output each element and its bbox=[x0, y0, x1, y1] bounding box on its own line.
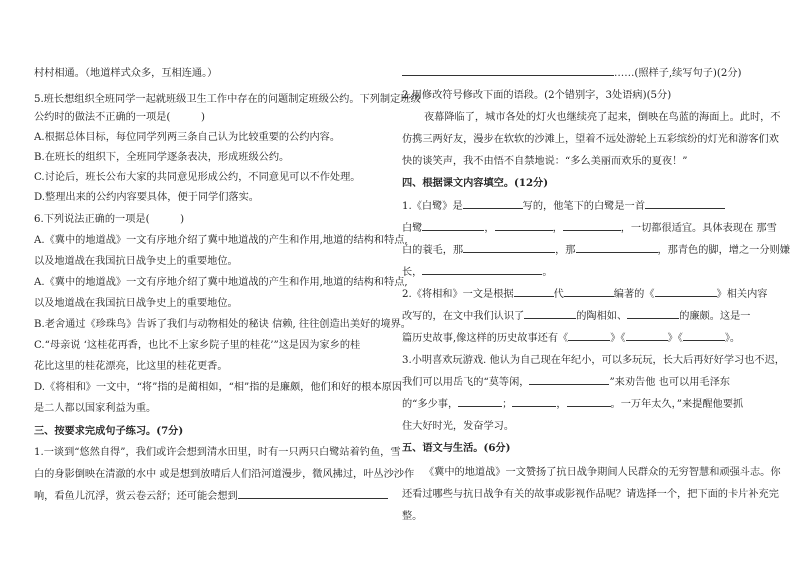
answer-blank[interactable] bbox=[524, 308, 576, 319]
s4-q2-text: 》相关内容 bbox=[716, 289, 768, 300]
s4-q3-text: ”来劝告他 也可以用毛泽东 bbox=[609, 377, 730, 388]
answer-blank[interactable] bbox=[564, 286, 614, 297]
s4-q1-text: 。 bbox=[542, 267, 553, 278]
s4-q2-text: 的陶相如、 bbox=[576, 311, 628, 322]
sec3-q1-line1: 1.一谈到“悠然自得”，我们或许会想到清水田里，时有一只两只白鹭站着钓鱼，雪 bbox=[34, 447, 401, 458]
q6-line: C.“母亲说 ‘这桂花再香，也比不上家乡院子里的桂花’”这是因为家乡的桂 bbox=[34, 340, 361, 351]
s4-q1-line1 bbox=[402, 197, 725, 212]
answer-blank[interactable] bbox=[568, 330, 610, 341]
sec3-q1-line3 bbox=[34, 487, 388, 502]
s4-q2-line3 bbox=[402, 329, 740, 344]
answer-blank[interactable] bbox=[512, 396, 556, 407]
answer-blank[interactable] bbox=[529, 374, 609, 385]
q2-stem: 2.用修改符号修改下面的语段。(2个错别字，3处语病)(5分) bbox=[402, 90, 672, 101]
s4-q2-text: 的廉颇。这是一 bbox=[679, 311, 751, 322]
s4-q1-text: ，那青色的脚，增之一分则嫌 bbox=[657, 245, 790, 256]
section-4-heading: 四、根据课文内容填空。(12分) bbox=[402, 177, 549, 189]
q2-line: 夜幕降临了，城市各处的灯火也继续亮了起来，倒映在鸟蓝的海面上。此时，不 bbox=[424, 112, 781, 123]
s4-q3-text: 的“多少事， bbox=[402, 399, 459, 410]
s4-q1-text: 1.《白鹭》是 bbox=[402, 201, 463, 212]
s4-q1-text: 白的蓑毛，那 bbox=[402, 245, 464, 256]
section-5-heading: 五、语文与生活。(6分) bbox=[402, 442, 511, 454]
s4-q2-text: 篇历史故事,像这样的历史故事还有《 bbox=[402, 333, 569, 344]
answer-blank[interactable] bbox=[458, 396, 502, 407]
s4-q3-line3 bbox=[402, 395, 743, 410]
s5-line: 整。 bbox=[402, 511, 423, 522]
s4-q1-text: 长， bbox=[402, 267, 423, 278]
q6-line: 是二人都以国家利益为重。 bbox=[34, 403, 157, 414]
answer-blank[interactable] bbox=[402, 65, 614, 76]
answer-blank[interactable] bbox=[495, 220, 553, 231]
q6-line: 花比这里的桂花漂亮，比这里的桂花更香。 bbox=[34, 361, 228, 372]
answer-blank[interactable] bbox=[514, 286, 554, 297]
s4-q3-text: ， bbox=[556, 399, 567, 410]
answer-blank[interactable] bbox=[567, 396, 611, 407]
s4-q1-line4 bbox=[402, 263, 553, 278]
s4-q1-text: ，那 bbox=[555, 245, 576, 256]
answer-blank[interactable] bbox=[422, 220, 484, 231]
answer-blank[interactable] bbox=[463, 198, 523, 209]
s4-q2-text: 2.《将相和》一文是根据 bbox=[402, 289, 514, 300]
s4-q2-text: 》。 bbox=[724, 333, 741, 344]
s4-q2-text: 代 bbox=[553, 289, 564, 300]
q5-stem-line2: 公约时的做法不正确的一项是( ) bbox=[34, 112, 205, 123]
r-top-line bbox=[402, 64, 742, 79]
answer-blank[interactable] bbox=[683, 330, 725, 341]
s4-q2-text: 》《 bbox=[610, 333, 626, 344]
q2-line: 仿携三两好友，漫步在软软的沙滩上，望着不远处游轮上五彩缤纷的灯光和游客们欢 bbox=[402, 134, 779, 145]
answer-blank[interactable] bbox=[238, 488, 388, 499]
q5-stem-line1: 5.班长想组织全班同学一起就班级卫生工作中存在的问题制定班级公约。下列制定班级 bbox=[34, 94, 421, 105]
section-3-heading: 三、按要求完成句子练习。(7分) bbox=[34, 425, 184, 437]
s4-q1-line2 bbox=[402, 219, 777, 234]
s5-line: 还看过哪些与抗日战争有关的故事或影视作品呢？请选择一个，把下面的卡片补充完 bbox=[402, 489, 779, 500]
s4-q3-line1: 3.小明喜欢玩游戏. 他认为自己现在年纪小，可以多玩玩，长大后再好好学习也不迟， bbox=[402, 355, 785, 366]
s4-q2-line1 bbox=[402, 285, 767, 300]
s4-q1-text: 写的，他笔下的白鹭是一首 bbox=[522, 201, 645, 212]
sec3-q1-line2: 白的身影倒映在清澈的水中 或是想到放晴后人们沿河道漫步，微风拂过，叶丛沙沙作 bbox=[34, 469, 415, 480]
q6-line: A.《冀中的地道战》一文有序地介绍了冀中地道战的产生和作用,地道的结构和特点, bbox=[34, 277, 408, 288]
r-top-text: ……(照样子,续写句子)(2分) bbox=[614, 68, 742, 79]
q6-line: 以及地道战在我国抗日战争史上的重要地位。 bbox=[34, 256, 238, 267]
s4-q1-line3 bbox=[402, 241, 790, 256]
q5-option-b: B.在班长的组织下，全班同学逐条表决，形成班级公约。 bbox=[34, 152, 290, 163]
answer-blank[interactable] bbox=[563, 220, 621, 231]
answer-blank[interactable] bbox=[655, 286, 717, 297]
s4-q1-text: ， bbox=[484, 223, 495, 234]
answer-blank[interactable] bbox=[576, 242, 658, 253]
para-top: 村村相通。（地道样式众多，互相连通。） bbox=[34, 68, 218, 79]
s5-line: 《冀中的地道战》一文赞扬了抗日战争期间人民群众的无穷智慧和顽强斗志。你 bbox=[424, 467, 781, 478]
q5-option-a: A.根据总体目标，每位同学列两三条自己认为比较重要的公约内容。 bbox=[34, 132, 341, 143]
answer-blank[interactable] bbox=[627, 308, 679, 319]
q6-line: D.《将相和》一文中，“将”指的是蔺相如，“相”指的是廉颇，他们和好的根本原因 bbox=[34, 382, 403, 393]
answer-blank[interactable] bbox=[422, 264, 542, 275]
q5-option-d: D.整理出来的公约内容要具体，便于同学们落实。 bbox=[34, 192, 259, 203]
s4-q1-text: 白鹭 bbox=[402, 223, 423, 234]
answer-blank[interactable] bbox=[626, 330, 668, 341]
s4-q3-text: 。一万年太久，”来提醒他要抓 bbox=[610, 399, 744, 410]
s4-q3-line2 bbox=[402, 373, 730, 388]
s4-q3-text: ； bbox=[502, 399, 513, 410]
s4-q1-text: ， bbox=[552, 223, 563, 234]
q6-stem: 6.下列说法正确的一项是( ) bbox=[34, 214, 185, 225]
q6-line: 以及地道战在我国抗日战争史上的重要地位。 bbox=[34, 298, 238, 309]
q6-line: B.老舍通过《珍珠鸟》告诉了我们与动物相处的秘诀 信赖, 往往创造出美好的境界。 bbox=[34, 319, 411, 330]
q2-line: 快的谈笑声，我不由悟不自禁地说：“多么美丽而欢乐的夏夜！” bbox=[402, 156, 688, 167]
sec3-q1-line3-text: 响，看鱼儿沉浮，赏云卷云舒；还可能会想到 bbox=[34, 491, 238, 502]
s4-q3-text: 我们可以用岳飞的“莫等闲， bbox=[402, 377, 530, 388]
s4-q2-text: 》《 bbox=[667, 333, 683, 344]
s4-q2-text: 改写的，在文中我们认识了 bbox=[402, 311, 525, 322]
q5-option-c: C.讨论后，班长公布大家的共同意见形成公约，不同意见可以不作处理。 bbox=[34, 172, 361, 183]
answer-blank[interactable] bbox=[463, 242, 555, 253]
s4-q3-line4: 住大好时光，发奋学习。 bbox=[402, 421, 515, 432]
answer-blank[interactable] bbox=[645, 198, 725, 209]
q6-line: A.《冀中的地道战》一文有序地介绍了冀中地道战的产生和作用,地道的结构和特点, bbox=[34, 235, 408, 246]
s4-q2-text: 编著的《 bbox=[613, 289, 655, 300]
s4-q1-text: ，一切都很适宜。具体表现在 那雪 bbox=[620, 223, 777, 234]
s4-q2-line2 bbox=[402, 307, 751, 322]
